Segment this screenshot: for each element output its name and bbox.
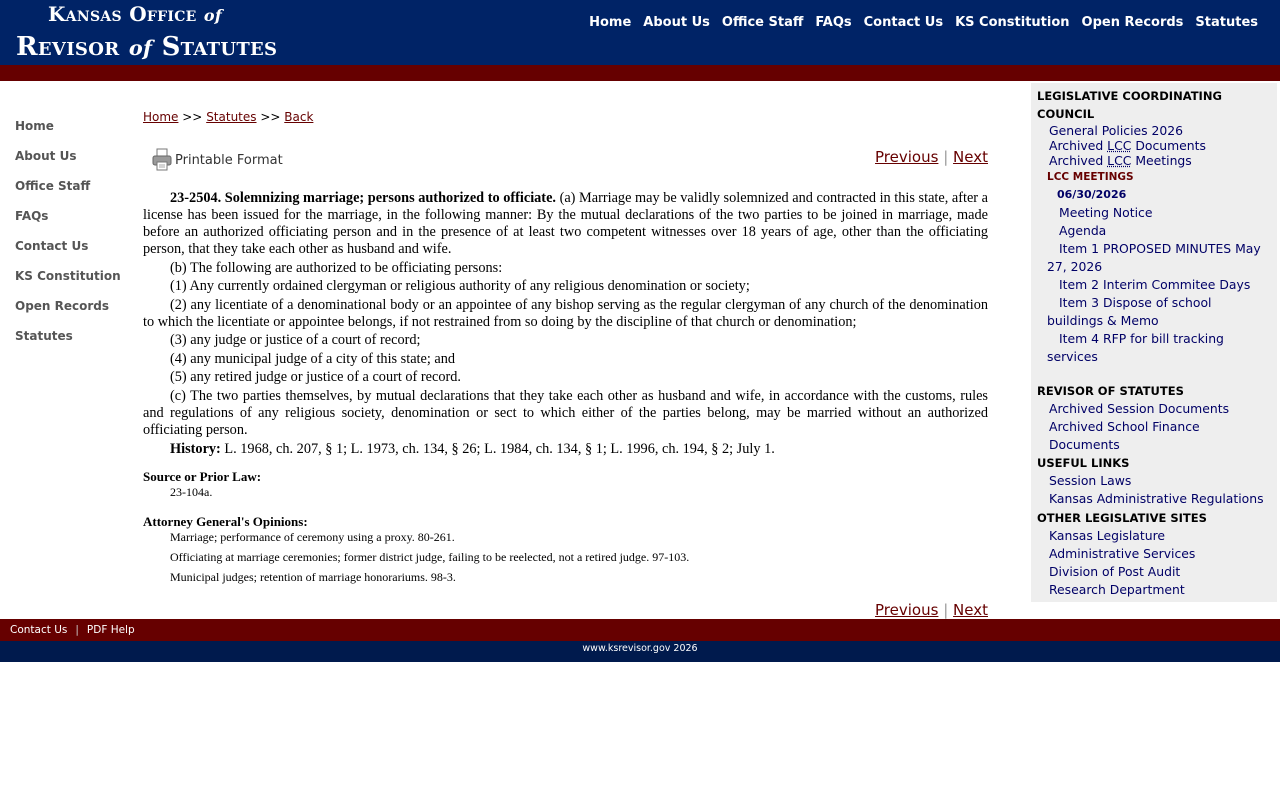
statute-para-a: 23-2504. Solemnizing marriage; persons authorized to officiate. (a) Marriage may be validly solemnized and contracted in this state, after a license has been issued for the marriage, in the following manner: By the mutual declarations of the two parties to be joined in marriage, made before an authorized officiating person and in the presence of at least two competent witnesses over 18 years of age, other than the officiating person, that they take each other as husband and wife.: [143, 190, 988, 257]
ag-opinions-heading: Attorney General's Opinions:: [143, 513, 308, 529]
statute-item-4: (4) any municipal judge of a city of this state; and: [170, 350, 456, 367]
statute-item-2: (2) any licentiate of a denominational body or an appointee of any bishop serving as the regular clergyman of any church of the denomination to which the licentiate or appointee belongs, if not restrained from so doing by the discipline of that church or denomination;: [143, 296, 988, 330]
breadcrumb-separator: >>: [256, 110, 285, 124]
archived-session-documents-link[interactable]: Archived Session Documents: [1049, 401, 1230, 416]
source-text: 23-104a.: [170, 484, 213, 499]
header-divider-bar: [0, 65, 1280, 81]
left-nav-ks-constitution[interactable]: KS Constitution: [15, 269, 121, 283]
archived-lcc-meetings-link[interactable]: Archived LCC Meetings: [1049, 153, 1192, 168]
top-nav-about-us[interactable]: About Us: [643, 15, 710, 30]
statute-item-3: (3) any judge or justice of a court of record;: [170, 332, 421, 348]
breadcrumb-statutes[interactable]: Statutes: [206, 110, 257, 124]
left-nav-about-us[interactable]: About Us: [15, 149, 77, 163]
footer-separator: |: [75, 624, 79, 636]
next-link[interactable]: Next: [953, 601, 988, 619]
footer-links-bar: [0, 619, 1280, 641]
top-nav-contact-us[interactable]: Contact Us: [863, 15, 944, 30]
agenda-link[interactable]: Agenda: [1059, 223, 1107, 238]
statute-heading: 23-2504. Solemnizing marriage; persons authorized to officiate.: [170, 190, 556, 206]
ag-opinion-item: Municipal judges; retention of marriage honorariums. 98-3.: [170, 569, 456, 584]
revisor-heading: REVISOR OF STATUTES: [1037, 384, 1184, 398]
session-laws-link[interactable]: Session Laws: [1049, 473, 1132, 488]
statute-para-b: (b) The following are authorized to be officiating persons:: [170, 259, 503, 276]
archived-school-finance-link[interactable]: Archived School Finance Documents: [1049, 419, 1200, 452]
previous-link[interactable]: Previous: [875, 601, 939, 619]
left-nav-faqs[interactable]: FAQs: [15, 209, 49, 223]
division-post-audit-link[interactable]: Division of Post Audit: [1049, 564, 1181, 579]
top-nav-office-staff[interactable]: Office Staff: [721, 15, 804, 30]
top-nav-open-records[interactable]: Open Records: [1081, 15, 1184, 30]
printable-format-label: Printable Format: [175, 152, 283, 168]
item-2-link[interactable]: Item 2 Interim Commitee Days: [1059, 277, 1251, 292]
lcc-heading: LEGISLATIVE COORDINATING COUNCIL: [1037, 89, 1222, 121]
research-department-link[interactable]: Research Department: [1049, 582, 1185, 597]
site-header: [0, 0, 1280, 65]
prev-next-bottom: [875, 601, 988, 619]
breadcrumb: [143, 110, 988, 126]
footer-pdf-help-link[interactable]: PDF Help: [86, 624, 135, 636]
top-nav-ks-constitution[interactable]: KS Constitution: [955, 15, 1070, 30]
statute-history: History: L. 1968, ch. 207, § 1; L. 1973, ch. 134, § 26; L. 1984, ch. 134, § 1; L. 1996, ch. 194, § 2; July 1.: [170, 440, 775, 457]
statute-item-5: (5) any retired judge or justice of a court of record.: [170, 369, 461, 385]
statute-item-1: (1) Any currently ordained clergyman or religious authority of any religious denomination or society;: [170, 278, 750, 294]
general-policies-link[interactable]: General Policies 2026: [1049, 123, 1184, 138]
left-nav-office-staff[interactable]: Office Staff: [15, 179, 91, 193]
ag-opinions: [143, 513, 988, 584]
top-nav-faqs[interactable]: FAQs: [815, 15, 852, 30]
item-3-link[interactable]: Item 3 Dispose of school buildings & Memo: [1047, 295, 1212, 328]
prev-next-divider: |: [943, 601, 949, 619]
right-sidebar: [1031, 83, 1277, 602]
footer-site-bar: [0, 641, 1280, 662]
previous-link[interactable]: Previous: [875, 148, 939, 166]
other-sites-heading: OTHER LEGISLATIVE SITES: [1037, 511, 1207, 525]
administrative-services-link[interactable]: Administrative Services: [1049, 546, 1196, 561]
kansas-admin-regulations-link[interactable]: Kansas Administrative Regulations: [1049, 491, 1264, 506]
footer-contact-link[interactable]: Contact Us: [10, 624, 68, 636]
breadcrumb-back[interactable]: Back: [284, 110, 314, 124]
item-1-link[interactable]: Item 1 PROPOSED MINUTES May 27, 2026: [1047, 241, 1261, 274]
footer-site-text: www.ksrevisor.gov 2026: [582, 643, 698, 654]
left-nav: [15, 118, 121, 358]
top-nav: [589, 15, 1258, 30]
meeting-date: 06/30/2026: [1057, 188, 1127, 201]
top-nav-statutes[interactable]: Statutes: [1195, 15, 1258, 30]
statute-text: [143, 190, 988, 590]
item-4-link[interactable]: Item 4 RFP for bill tracking services: [1047, 331, 1224, 364]
kansas-legislature-link[interactable]: Kansas Legislature: [1049, 528, 1166, 543]
meeting-notice-link[interactable]: Meeting Notice: [1059, 205, 1153, 220]
lcc-meetings-heading: LCC MEETINGS: [1047, 171, 1134, 183]
breadcrumb-separator: >>: [178, 110, 207, 124]
statute-para-c: (c) The two parties themselves, by mutual declarations that they take each other as husband and wife, in accordance with the customs, rules and regulations of any religious society, denomination or sect to which either of the parties belong, may be married without an authorized officiating person.: [143, 387, 988, 438]
next-link[interactable]: Next: [953, 148, 988, 166]
left-nav-home[interactable]: Home: [15, 119, 54, 133]
logo-line-1: Kansas Office of: [48, 2, 223, 26]
logo-line-2: Revisor of Statutes: [16, 32, 278, 62]
breadcrumb-home[interactable]: Home: [143, 110, 179, 124]
ag-opinion-item: Marriage; performance of ceremony using a proxy. 80-261.: [170, 529, 455, 544]
left-nav-contact-us[interactable]: Contact Us: [15, 239, 89, 253]
printable-format-link[interactable]: [151, 148, 283, 172]
left-nav-open-records[interactable]: Open Records: [15, 299, 110, 313]
top-nav-home[interactable]: Home: [589, 15, 632, 30]
source-heading: Source or Prior Law:: [143, 468, 262, 484]
archived-lcc-documents-link[interactable]: Archived LCC Documents: [1049, 138, 1206, 153]
left-nav-statutes[interactable]: Statutes: [15, 329, 73, 343]
main-content: [143, 110, 988, 584]
useful-links-heading: USEFUL LINKS: [1037, 456, 1130, 470]
ag-opinion-item: Officiating at marriage ceremonies; former district judge, failing to be reelected, not a retired judge. 97-103.: [170, 549, 690, 564]
printer-icon: [151, 148, 173, 172]
prev-next-top: [875, 148, 988, 166]
prev-next-divider: |: [943, 148, 949, 166]
